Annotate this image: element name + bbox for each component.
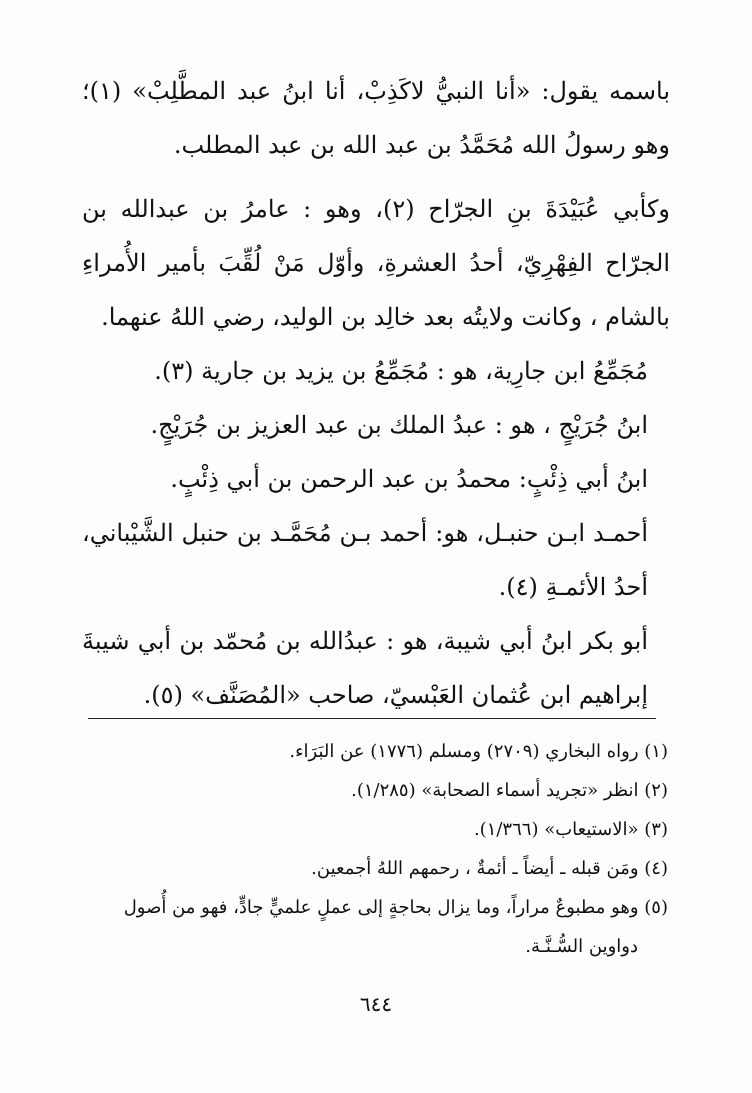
footnote-1: (١) رواه البخاري (٢٧٠٩) ومسلم (١٧٧٦) عن البَرَاء. [289, 741, 668, 762]
footnote-divider [88, 718, 656, 719]
paragraph-ibn-abi-shaybah: أبو بكر ابنُ أبي شيبة، هو : عبدُالله بن مُحمّد بن أبي شيبةَ إبراهيم ابن عُثمان العَبْسيّ، صاحب «المُصَنَّف» (٥). [82, 627, 648, 709]
footnote-5: (٥) وهو مطبوعٌ مراراً، وما يزال بحاجةٍ إلى عملٍ علميٍّ جادٍّ، فهو من أُصول [123, 897, 668, 918]
page-number: ٦٤٤ [359, 992, 393, 1016]
paragraph-ibn-jurayj: ابنُ جُرَيْجٍ ، هو : عبدُ الملك بن عبد العزيز بن جُرَيْجٍ. [150, 411, 648, 439]
paragraph-mujammi: مُجَمِّعُ ابن جارِية، هو : مُجَمِّعُ بن يزيد بن جارية (٣). [154, 357, 648, 385]
footnotes-section [90, 732, 668, 966]
main-text [82, 64, 670, 722]
footnote-5-continuation: دواوين السُّـنَّـة. [525, 936, 638, 957]
paragraph-ibn-abi-dhib: ابنُ أبي ذِئْبٍ: محمدُ بن عبد الرحمن بن أبي ذِئْبٍ. [170, 465, 648, 493]
paragraph-abu-ubaydah: وكأبي عُبَيْدَةَ بنِ الجرّاح (٢)، وهو : عامرُ بن عبدالله بن الجرّاح الفِهْرِيّ، أحدُ العشرةِ، وأوّل مَنْ لُقِّبَ بأمير الأُمراءِ بالشام ، وكانت ولايتُه بعد خالِد بن الوليد، رضي اللهُ عنهما. [82, 195, 670, 331]
paragraph-ahmad-ibn-hanbal: أحمـد ابـن حنبـل، هو: أحمد بـن مُحَمَّـد بن حنبل الشَّيْباني، أحدُ الأئمـةِ (٤). [82, 519, 648, 601]
paragraph-prophet-name: باسمه يقول: «أنا النبيُّ لاكَذِبْ، أنا ابنُ عبد المطَّلِبْ» (١)؛ وهو رسولُ الله مُحَمَّدُ بن عبد الله بن عبد المطلب. [82, 77, 670, 159]
footnote-4: (٤) ومَن قبله ـ أيضاً ـ أئمةٌ ، رحمهم اللهُ أجمعين. [311, 858, 668, 879]
footnote-2: (٢) انظر «تجريد أسماء الصحابة» (١/٢٨٥). [351, 780, 668, 801]
footnote-3: (٣) «الاستيعاب» (١/٣٦٦). [473, 819, 668, 840]
